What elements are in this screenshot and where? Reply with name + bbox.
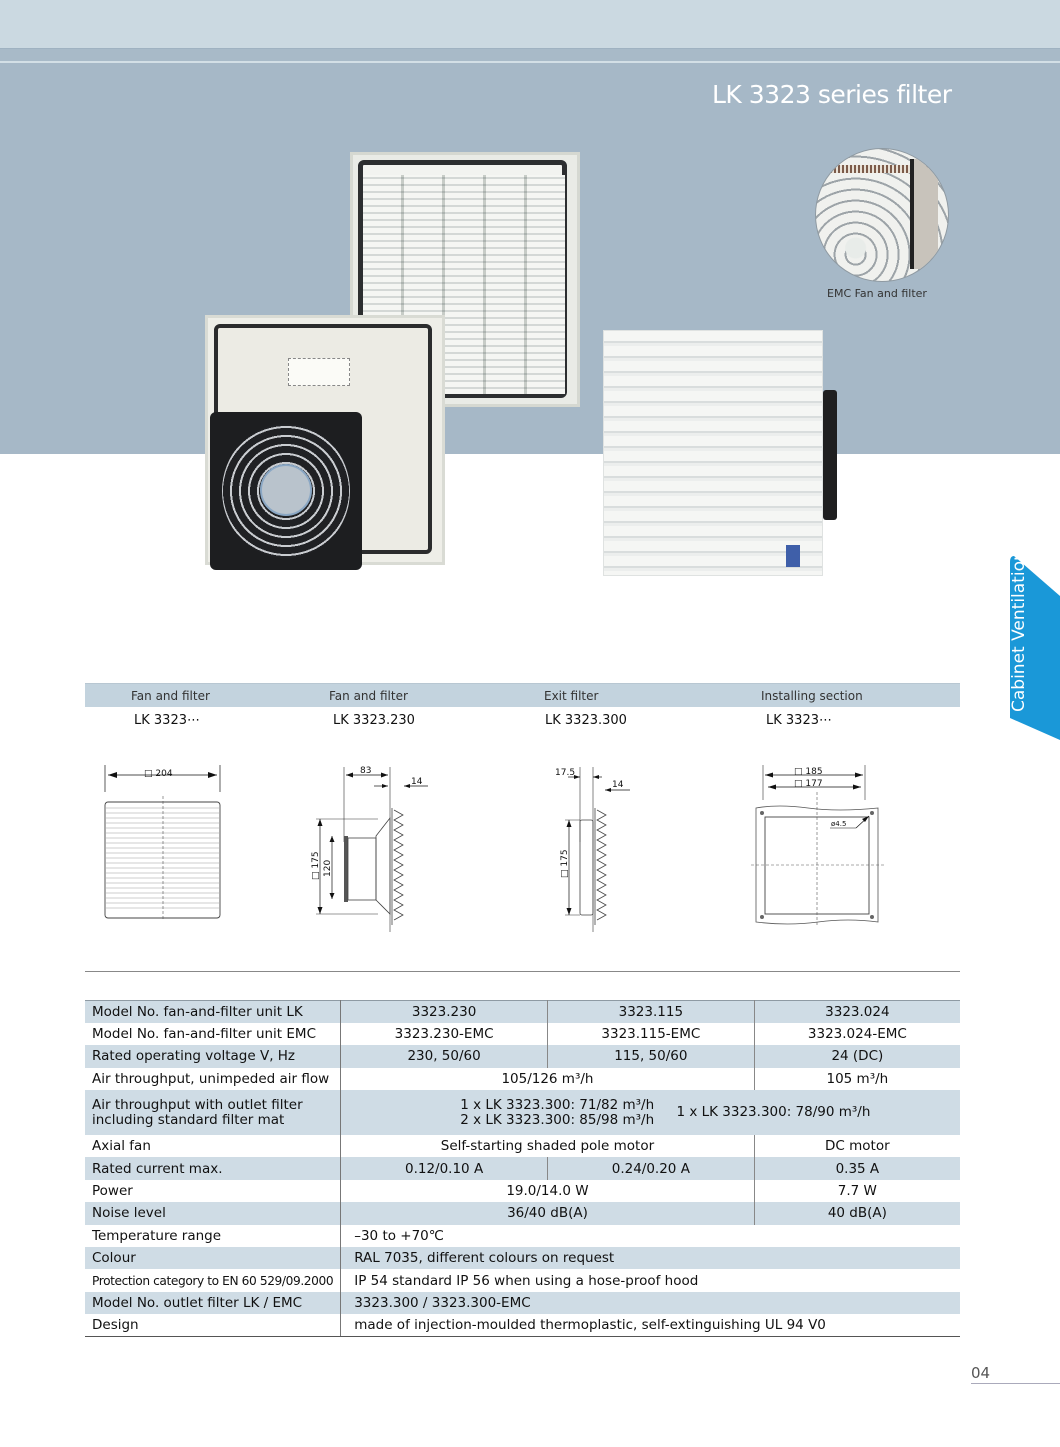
cutout-outer-label: □ 185 bbox=[794, 767, 823, 777]
product-model-1: LK 3323⋯ bbox=[134, 713, 200, 728]
cell-value: 105/126 m³/h bbox=[341, 1068, 755, 1090]
fan-side-view-drawing bbox=[308, 762, 433, 932]
fan-hub-icon bbox=[260, 464, 312, 516]
table-row bbox=[85, 1247, 960, 1269]
outlet-value-right: 1 x LK 3323.300: 78/90 m³/h bbox=[676, 1104, 871, 1121]
table-row bbox=[85, 1045, 960, 1067]
cell-value: 115, 50/60 bbox=[547, 1045, 754, 1067]
product-category-3: Exit filter bbox=[544, 689, 599, 703]
row-label: Model No. outlet filter LK / EMC bbox=[85, 1292, 341, 1314]
row-label: Model No. fan-and-filter unit LK bbox=[85, 1001, 341, 1023]
cell-value: 3323.300 / 3323.300-EMC bbox=[341, 1292, 960, 1314]
table-row bbox=[85, 1157, 960, 1179]
product-category-2: Fan and filter bbox=[329, 689, 408, 703]
row-label: Axial fan bbox=[85, 1135, 341, 1157]
table-row bbox=[85, 1090, 960, 1135]
cell-value: 105 m³/h bbox=[826, 1070, 889, 1087]
front-view-drawing bbox=[100, 762, 225, 922]
cell-value: 3323.115 bbox=[547, 1001, 754, 1023]
row-label: Rated current max. bbox=[85, 1157, 341, 1179]
brand-logo-icon bbox=[786, 545, 800, 567]
product-model-3: LK 3323.300 bbox=[545, 713, 627, 728]
table-row bbox=[85, 1202, 960, 1224]
cell-value: 0.24/0.20 A bbox=[547, 1157, 754, 1179]
fan-outer-label: □ 175 bbox=[311, 851, 321, 880]
side-tab-label: Cabinet Ventilation bbox=[1009, 550, 1029, 712]
section-divider bbox=[85, 971, 960, 972]
cutout-hole-label: ø4.5 bbox=[831, 820, 847, 828]
header-stripe-highlight bbox=[0, 61, 1060, 63]
outlet-value-line2: 2 x LK 3323.300: 85/98 m³/h bbox=[460, 1111, 655, 1128]
exit-flange-label: 14 bbox=[612, 780, 624, 790]
page-title: LK 3323 series filter bbox=[712, 80, 952, 109]
cell-value: RAL 7035, different colours on request bbox=[341, 1247, 960, 1269]
table-row bbox=[85, 1001, 960, 1023]
cell-value: 19.0/14.0 W bbox=[341, 1180, 755, 1202]
cell-value: DC motor bbox=[825, 1138, 890, 1155]
row-label-line1: Air throughput with outlet filter bbox=[92, 1096, 303, 1113]
product-category-1: Fan and filter bbox=[131, 689, 210, 703]
axial-fan-photo bbox=[210, 412, 362, 570]
exit-side-view-drawing bbox=[550, 762, 640, 932]
row-label: Colour bbox=[85, 1247, 341, 1269]
cell-value: 40 dB(A) bbox=[754, 1202, 960, 1224]
table-row bbox=[85, 1314, 960, 1336]
row-label: Air throughput, unimpeded air flow bbox=[85, 1068, 341, 1090]
table-row bbox=[85, 1269, 960, 1291]
cell-value: 3323.115-EMC bbox=[547, 1023, 754, 1045]
product-category-4: Installing section bbox=[761, 689, 863, 703]
outlet-value-line1: 1 x LK 3323.300: 71/82 m³/h bbox=[460, 1096, 655, 1113]
table-row bbox=[85, 1135, 960, 1157]
emc-fan-detail-photo bbox=[815, 148, 949, 282]
row-label: Protection category to EN 60 529/09.2000 bbox=[85, 1269, 341, 1291]
page-number-rule bbox=[971, 1383, 1060, 1384]
cell-value: 7.7 W bbox=[837, 1183, 877, 1200]
row-label: Rated operating voltage V, Hz bbox=[85, 1045, 341, 1067]
header-stripe bbox=[0, 48, 1060, 61]
cell-value: 36/40 dB(A) bbox=[341, 1202, 755, 1224]
cell-value: 3323.024-EMC bbox=[807, 1026, 907, 1043]
cell-value: 24 (DC) bbox=[754, 1045, 960, 1067]
cell-value: 230, 50/60 bbox=[341, 1045, 548, 1067]
product-label-sticker bbox=[288, 358, 350, 386]
cell-value: 0.12/0.10 A bbox=[341, 1157, 548, 1179]
header-band-top bbox=[0, 0, 1060, 48]
cell-value: 3323.230 bbox=[341, 1001, 548, 1023]
cell-value: 3323.230-EMC bbox=[341, 1023, 548, 1045]
spec-table bbox=[85, 1000, 960, 1337]
cell-value bbox=[341, 1090, 960, 1135]
exit-depth-label: 17.5 bbox=[555, 768, 576, 778]
exit-filter-photo bbox=[603, 330, 823, 576]
table-row bbox=[85, 1180, 960, 1202]
exit-filter-fan-edge bbox=[823, 390, 837, 520]
installing-cutout-drawing bbox=[748, 762, 888, 927]
product-model-4: LK 3323⋯ bbox=[766, 713, 832, 728]
cutout-inner-label: □ 177 bbox=[794, 779, 823, 789]
emc-photo-caption: EMC Fan and filter bbox=[827, 287, 927, 300]
row-label: Design bbox=[85, 1314, 341, 1336]
row-label: Power bbox=[85, 1180, 341, 1202]
table-row bbox=[85, 1225, 960, 1247]
emc-frame bbox=[910, 159, 938, 269]
cell-value: –30 to +70℃ bbox=[354, 1227, 444, 1244]
cell-value: 3323.024 bbox=[754, 1001, 960, 1023]
row-label-line2: including standard filter mat bbox=[92, 1111, 285, 1128]
exit-outer-label: □ 175 bbox=[560, 849, 570, 878]
product-model-2: LK 3323.230 bbox=[333, 713, 415, 728]
fan-flange-label: 14 bbox=[411, 777, 423, 787]
table-row bbox=[85, 1292, 960, 1314]
fan-inner-label: 120 bbox=[323, 859, 333, 877]
row-label bbox=[85, 1090, 341, 1135]
row-label: Temperature range bbox=[85, 1225, 341, 1247]
cell-value: Self-starting shaded pole motor bbox=[341, 1135, 755, 1157]
fan-depth-label: 83 bbox=[360, 766, 372, 776]
row-label: Model No. fan-and-filter unit EMC bbox=[85, 1023, 341, 1045]
table-row bbox=[85, 1023, 960, 1045]
cell-value: made of injection-moulded thermoplastic, self-extinguishing UL 94 V0 bbox=[341, 1314, 960, 1336]
row-label: Noise level bbox=[85, 1202, 341, 1224]
cell-value: IP 54 standard IP 56 when using a hose-proof hood bbox=[354, 1272, 699, 1289]
front-width-label: □ 204 bbox=[144, 769, 173, 779]
table-row bbox=[85, 1068, 960, 1090]
cell-value: 0.35 A bbox=[754, 1157, 960, 1179]
page-number: 04 bbox=[971, 1364, 991, 1382]
